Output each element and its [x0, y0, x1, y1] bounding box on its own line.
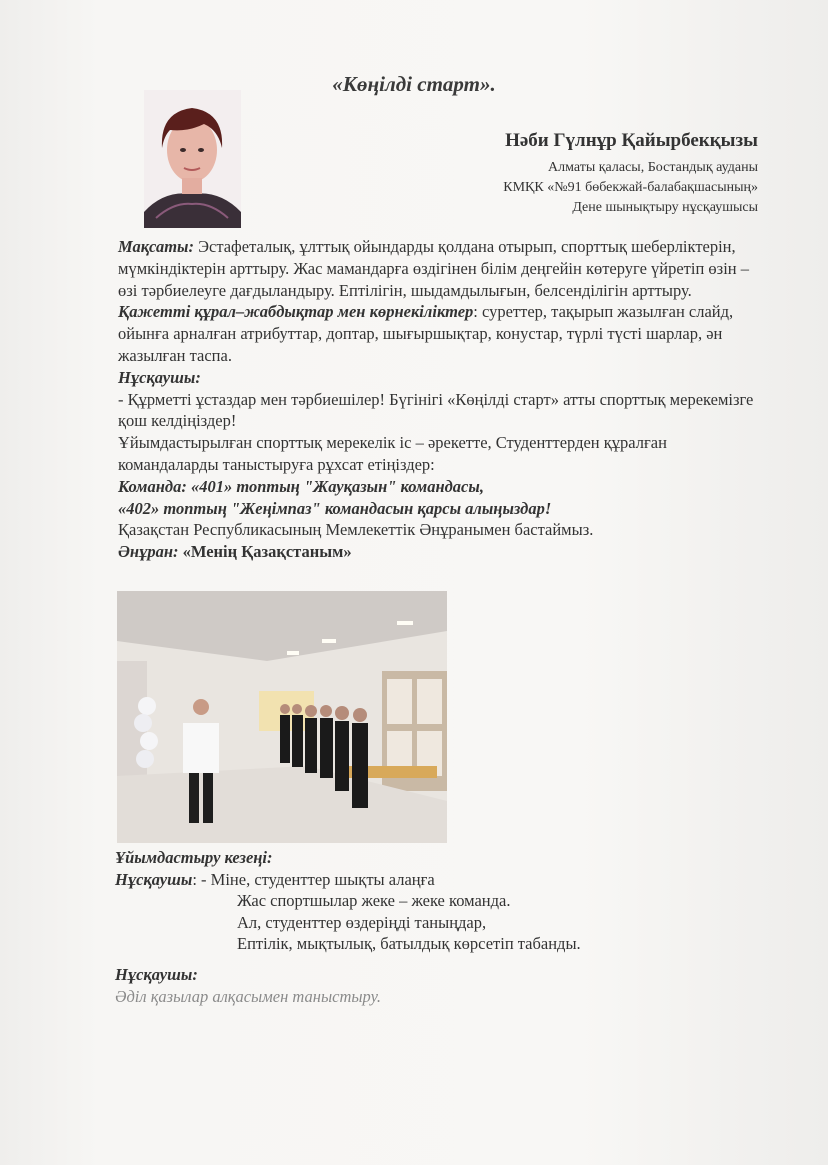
team-one: Команда: «401» топтың "Жауқазын" командасы, [118, 476, 484, 496]
author-portrait [144, 90, 241, 228]
instructor-label: Нұсқаушы: [118, 367, 201, 387]
greeting-text: - Құрметті ұстаздар мен тәрбиешілер! Бүгінігі «Көңілді старт» атты спорттық мерекемізге қош келдіңіздер! [118, 389, 754, 431]
intro-text: Ұйымдастырылған спорттық мерекелік іс – әрекетте, Студенттерден құралған командаларды таныстыруға рұхсат етіңіздер: [118, 433, 667, 474]
anthem-paragraph [118, 541, 758, 563]
verse-line-3: Ал, студенттер өздеріңді таныңдар, [237, 912, 487, 932]
event-photo [117, 591, 447, 843]
document-body [118, 236, 758, 563]
verse-line-2: Жас спортшылар жеке – жеке команда. [237, 891, 511, 911]
equipment-text: : суреттер, тақырып жазылған слайд, ойынға арналған атрибуттар, доптар, шығыршықтар, конустар, түрлі түсті шарлар, ән жазылған таспа. [118, 302, 734, 365]
verse-line-4: Ептілік, мықтылық, батылдық көрсетіп табанды. [237, 934, 581, 954]
author-position: Дене шынықтыру нұсқаушысы [572, 200, 758, 215]
team-two: «402» топтың "Жеңімпаз" командасын қарсы алыңыздар! [118, 498, 552, 518]
anthem-title: «Менің Қазақстаным» [178, 542, 352, 562]
instructor-verse-line [115, 869, 755, 891]
anthem-line: Қазақстан Республикасының Мемлекеттік Әнұранымен бастаймыз. [118, 520, 594, 540]
author-institution: КМҚК «№91 бөбекжай-балабақшасының» [503, 180, 758, 195]
aim-text: Эстафеталық, ұлттық ойындарды қолдана отырып, спорттық шеберліктерін, мүмкіндіктерін арттыру. Жас мамандарға өздігінен білім деңгейін көтеруге үйретіп өзін – өзі тәрбиелеуге дағдыландыру. Ептілігін, шыдамдылығын, белсенділігін арттыру. [118, 237, 749, 300]
verse-line-1: : - Міне, студенттер шықты алаңға [192, 869, 435, 889]
organization-section [115, 847, 755, 1007]
org-stage-label: Ұйымдастыру кезеңі: [115, 848, 273, 867]
author-city: Алматы қаласы, Бостандық ауданы [548, 160, 758, 175]
aim-paragraph [118, 236, 758, 301]
author-name: Нәби Гүлнұр Қайырбекқызы [505, 130, 758, 151]
equipment-paragraph [118, 301, 758, 366]
equipment-label: Қажетті құрал–жабдықтар мен көрнекіліктер [118, 302, 474, 322]
aim-label: Мақсаты: [118, 237, 194, 256]
document-title: «Көңілді старт». [332, 72, 496, 96]
instructor-label: Нұсқаушы [115, 869, 193, 889]
jury-intro: Әділ қазылар алқасымен таныстыру. [115, 986, 381, 1006]
anthem-label: Әнұран: [118, 542, 179, 562]
author-block [503, 130, 758, 218]
instructor-label-2: Нұсқаушы: [115, 964, 198, 984]
